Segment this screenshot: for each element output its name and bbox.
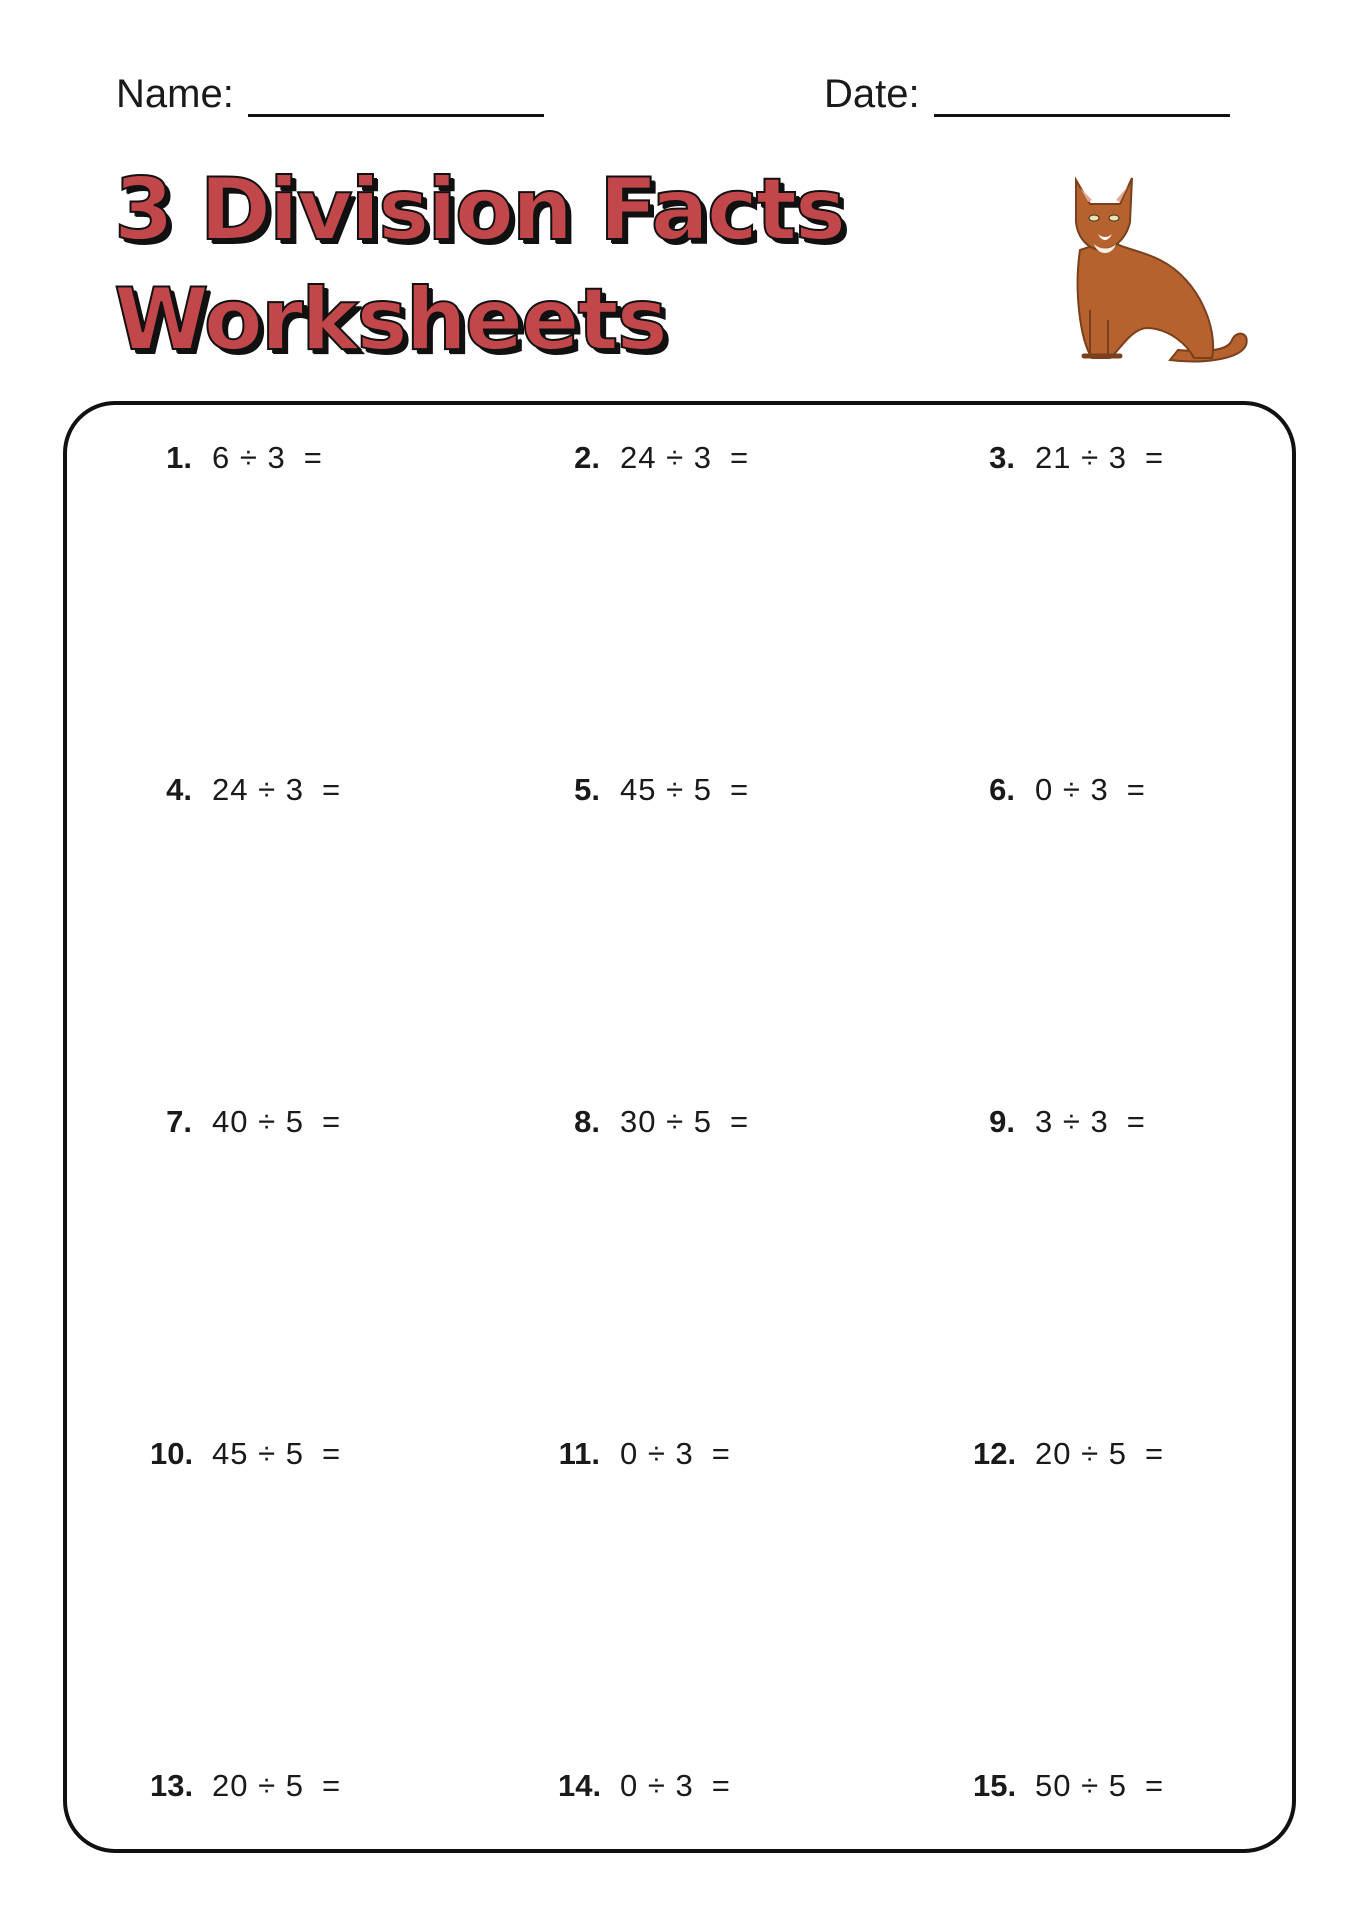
problem-expression: 24 ÷ 3 [620, 440, 712, 475]
problem-number: 4. [166, 772, 192, 807]
problem-number: 3. [989, 440, 1015, 475]
problem-expression: 21 ÷ 3 [1035, 440, 1127, 475]
problem-expression: 20 ÷ 5 [212, 1768, 304, 1803]
problem-number: 6. [989, 772, 1015, 807]
equals-sign: = [729, 440, 749, 475]
problem-number: 14. [558, 1768, 602, 1803]
equals-sign: = [711, 1436, 730, 1471]
problem-4 [150, 772, 340, 808]
problem-expression: 0 ÷ 3 [620, 1768, 694, 1803]
worksheet-title-line1: 3 Division Facts [114, 160, 845, 260]
equals-sign: = [1144, 1768, 1164, 1803]
problem-2 [558, 440, 748, 476]
problem-15 [973, 1768, 1163, 1804]
equals-sign: = [729, 1104, 749, 1139]
name-label: Name: [116, 72, 234, 116]
problem-1 [150, 440, 322, 476]
problem-expression: 0 ÷ 3 [620, 1436, 694, 1471]
problem-expression: 24 ÷ 3 [212, 772, 304, 807]
equals-sign: = [321, 772, 341, 807]
problem-expression: 30 ÷ 5 [620, 1104, 712, 1139]
equals-sign: = [303, 440, 322, 475]
problem-number: 1. [166, 440, 192, 475]
date-field[interactable] [824, 72, 1230, 117]
problem-expression: 3 ÷ 3 [1035, 1104, 1109, 1139]
problem-expression: 0 ÷ 3 [1035, 772, 1109, 807]
problem-5 [558, 772, 748, 808]
problem-6 [973, 772, 1145, 808]
problem-expression: 45 ÷ 5 [620, 772, 712, 807]
problem-3 [973, 440, 1163, 476]
problem-9 [973, 1104, 1145, 1140]
problem-expression: 6 ÷ 3 [212, 440, 286, 475]
problem-expression: 50 ÷ 5 [1035, 1768, 1127, 1803]
cat-icon [1050, 160, 1250, 370]
problem-14 [558, 1768, 730, 1804]
equals-sign: = [321, 1436, 341, 1471]
problem-number: 7. [166, 1104, 192, 1139]
equals-sign: = [321, 1104, 341, 1139]
date-line[interactable] [934, 78, 1230, 117]
problem-number: 11. [558, 1436, 600, 1471]
problem-number: 12. [973, 1436, 1017, 1471]
problem-10 [150, 1436, 340, 1472]
problem-number: 10. [150, 1436, 194, 1471]
problem-13 [150, 1768, 340, 1804]
equals-sign: = [321, 1768, 341, 1803]
equals-sign: = [1144, 440, 1164, 475]
problem-7 [150, 1104, 340, 1140]
name-line[interactable] [248, 78, 544, 117]
problem-expression: 40 ÷ 5 [212, 1104, 304, 1139]
problem-12 [973, 1436, 1163, 1472]
problem-number: 9. [989, 1104, 1015, 1139]
problem-number: 13. [150, 1768, 194, 1803]
equals-sign: = [729, 772, 749, 807]
problem-number: 8. [574, 1104, 600, 1139]
equals-sign: = [1144, 1436, 1164, 1471]
problem-expression: 45 ÷ 5 [212, 1436, 304, 1471]
equals-sign: = [1126, 772, 1145, 807]
equals-sign: = [1126, 1104, 1145, 1139]
name-field[interactable] [116, 72, 544, 117]
problem-expression: 20 ÷ 5 [1035, 1436, 1127, 1471]
problem-8 [558, 1104, 748, 1140]
date-label: Date: [824, 72, 920, 116]
problem-number: 15. [973, 1768, 1017, 1803]
problem-number: 2. [574, 440, 600, 475]
problem-number: 5. [574, 772, 600, 807]
equals-sign: = [711, 1768, 730, 1803]
worksheet-title-line2: Worksheets [114, 270, 666, 370]
problem-11 [558, 1436, 730, 1472]
